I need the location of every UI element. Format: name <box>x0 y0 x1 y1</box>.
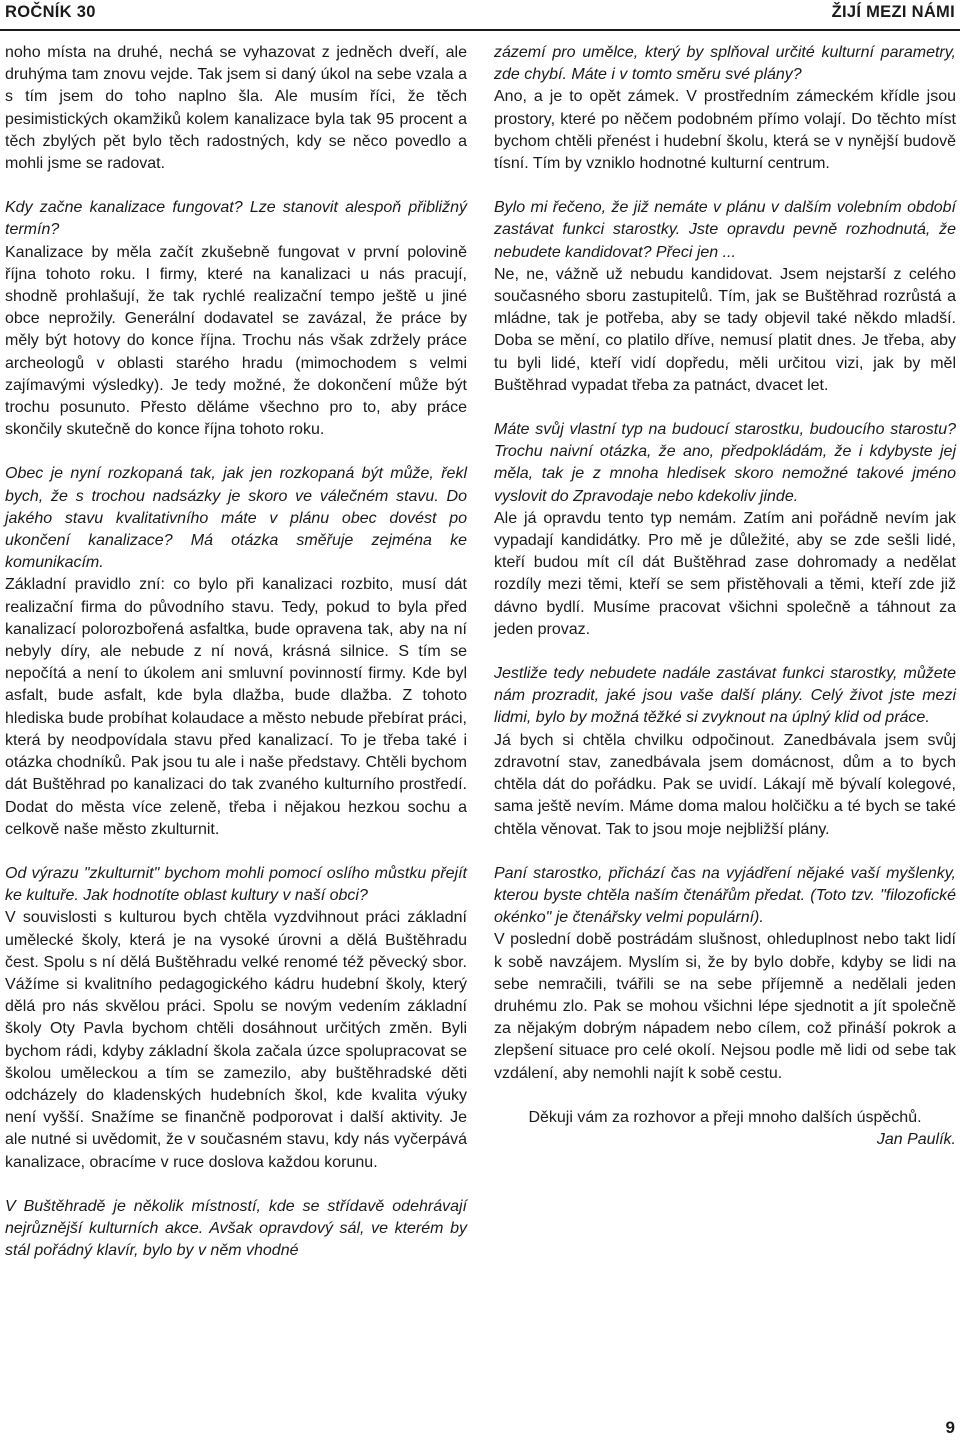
answer-paragraph: V souvislosti s kulturou bych chtěla vyzdvihnout práci základní umělecké školy, která je na vysoké úrovni a dělá Buštěhradu čest. Spolu s ní dělá Buštěhradu velké renomé též pěvecký sbor. Vážíme si kvalitního pedagogického kádru hudební školy, který dělá pro nás skvělou práci. Spolu se novým vedením základní školy Oty Pavla bychom chtěli dosáhnout určitých změn. Byli bychom rádi, kdyby základní škola začala úzce spolupracovat se školou uměleckou a tím se zamezilo, aby buštěhradské děti odcházely do kladenských hudebních škol, kde kvalita výuky není vyšší. Snažíme se finančně podporovat i další aktivity. Je ale nutné si uvědomit, že v současném stavu, kdy nás vyčerpává kanalizace, obracíme v ruce doslova každou korunu. <box>5 909 467 1171</box>
question-paragraph: Od výrazu "zkulturnit" bychom mohli pomocí oslího můstku přejít ke kultuře. Jak hodnotíte oblast kultury v naší obci? <box>5 864 467 905</box>
left-column <box>5 42 467 1262</box>
question-paragraph: Bylo mi řečeno, že již nemáte v plánu v dalším volebním období zastávat funkci starostky. Jste opravdu pevně rozhodnutá, že nebudete kandidovat? Přeci jen ... <box>494 199 956 261</box>
question-paragraph: Kdy začne kanalizace fungovat? Lze stanovit alespoň přibližný termín? <box>5 199 467 239</box>
answer-paragraph: Ne, ne, vážně už nebudu kandidovat. Jsem nejstarší z celého současného sboru zastupitelů. Tím, jak se Buštěhrad rozrůstá a mládne, tak je potřeba, aby se tady objevil také někdo mladší. Doba se mění, co platilo dříve, nemusí platit dnes. Je třeba, aby tu byli lidé, kteří vidí dopředu, měli určitou vizi, jak by měl Buštěhrad vypadat třeba za patnáct, dvacet let. <box>494 265 956 394</box>
answer-paragraph: Základní pravidlo zní: co bylo při kanalizaci rozbito, musí dát realizační firma do původního stavu. Tedy, pokud to byla před kanalizací polorozbořená asfaltka, bude opravena tak, aby na ní nebyly díry, ale nebude z ní nová, krásná silnice. S tím se nepočítá a není to úkolem ani smluvní povinností firmy. Kde byl asfalt, bude asfalt, kde byla dlažba, bude dlažba. Z tohoto hlediska bude probíhat kolaudace a město nebude přebírat práci, která by neodpovídala stavu před kanalizací. To je třeba také i otázka chodníků. Pak jsou tu ale i naše představy. Chtěli bychom dát Buštěhrad po kanalizaci do tak zvaného kulturního prostředí. Dodat do města více zeleně, třeba i nějakou hezkou sochu a celkově naše město zkulturnit. <box>5 576 467 838</box>
question-paragraph: zázemí pro umělce, který by splňoval určité kulturní parametry, zde chybí. Máte i v tomto směru své plány? <box>494 44 956 84</box>
question-paragraph: Máte svůj vlastní typ na budoucí starostku, budoucího starostu? Trochu naivní otázka, že ano, předpokládám, že i kdybyste jej měla, tak je z mnoha hledisek skoro nemožné takové jméno vyslovit do Zpravodaje nebo kdekoliv jinde. <box>494 421 956 505</box>
answer-paragraph: Kanalizace by měla začít zkušebně fungovat v první polovině října tohoto roku. I firmy, které na kanalizaci u nás pracují, shodně prohlašují, že tak rychlé realizační tempo ještě u jiné obce neprožily. Generální dodavatel se zavázal, že práce by měly být hotovy do konce října. Trochu nás však zdržely práce archeologů v oblasti starého hradu (mimochodem s velmi zajímavými výsledky). Je tedy možné, že dokončení může být trochu posunuto. Přesto děláme všechno pro to, aby práce skončily skutečně do konce října tohoto roku. <box>5 243 467 439</box>
question-paragraph: Paní starostko, přichází čas na vyjádření nějaké vaší myšlenky, kterou byste chtěla naším čtenářům předat. (Toto tzv. "filozofické okénko" je čtenářsky velmi populární). <box>494 864 956 927</box>
question-paragraph: V Buštěhradě je několik místností, kde se střídavě odehrávají nejrůznější kulturních akce. Avšak opravdový sál, ve kterém by stál pořádný klavír, bylo by v něm vhodné <box>5 1197 467 1260</box>
author-signature: Jan Paulík. <box>876 1130 956 1148</box>
header-rule <box>0 29 960 31</box>
right-column <box>494 42 956 1151</box>
section-label: ŽIJÍ MEZI NÁMI <box>831 3 955 21</box>
question-paragraph: Obec je nyní rozkopaná tak, jak jen rozkopaná být může, řekl bych, že s trochou nadsázky je skoro ve válečném stavu. Do jakého stavu kvalitativního máte v plánu obec dovést po ukončení kanalizace? Má otázka směřuje zejména ke komunikacím. <box>5 465 467 572</box>
page-number: 9 <box>945 1418 955 1437</box>
answer-paragraph: noho místa na druhé, nechá se vyhazovat z jedněch dveří, ale druhýma tam znovu vejde. Tak jsem si daný úkol na sebe vzala a s tím jsem do toho naplno šla. Ale musím říci, že těch pesimistických okamžiků kolem kanalizace byla tak 95 procent a těch zbylých pět bylo těch radostných, kdy se něco povedlo a mohli jsme se radovat. <box>5 44 467 173</box>
answer-paragraph: Ano, a je to opět zámek. V prostředním zámeckém křídle jsou prostory, které po něčem podobném přímo volají. Do těchto míst bychom chtěli přenést i hudební školu, která se v nynější budově tísní. Tím by vzniklo hodnotné kulturní centrum. <box>494 88 956 173</box>
volume-label: ROČNÍK 30 <box>5 3 96 21</box>
answer-paragraph: Já bych si chtěla chvilku odpočinout. Zanedbávala jsem svůj zdravotní stav, zanedbávala jsem domácnost, dům a to bych chtěla dát do pořádku. Pak se uvidí. Lákají mě bývalí kolegové, sama ještě nevím. Máme doma malou holčičku a té bych se také chtěla věnovat. Tak to jsou moje nejbližší plány. <box>494 731 956 838</box>
answer-paragraph: V poslední době postrádám slušnost, ohleduplnost nebo takt lidí k sobě navzájem. Myslím si, že by bylo dobře, kdyby se lidi na sebe nemračili, tvářili se na sebe příjemně a nedělali jeden druhému zlo. Pak se mohou všichni lépe sjednotit a jít společně za nějakým dobrým nápadem nebo cílem, což přináší pokrok a zlepšení situace pro celé okolí. Nejsou podle mě lidi od sebe tak vzdálení, aby nemohli najít k sobě cestu. <box>494 931 956 1082</box>
question-paragraph: Jestliže tedy nebudete nadále zastávat funkci starostky, můžete nám prozradit, jaké jsou vaše další plány. Celý život jste mezi lidmi, bylo by možná těžké si zvyknout na úplný klid od práce. <box>494 665 956 727</box>
answer-paragraph: Ale já opravdu tento typ nemám. Zatím ani pořádně nevím jak vypadají kandidátky. Pro mě je důležité, aby se zde sešli lidé, kteří budou mít cíl dát Buštěhrad zase dohromady a nedělat rozdíly mezi těmi, kteří se sem přistěhovali a těmi, kteří zde již dávno bydlí. Musíme pracovat všichni společně a táhnout za jeden provaz. <box>494 509 956 638</box>
closing-thanks: Děkuji vám za rozhovor a přeji mnoho dalších úspěchů. <box>528 1108 922 1126</box>
